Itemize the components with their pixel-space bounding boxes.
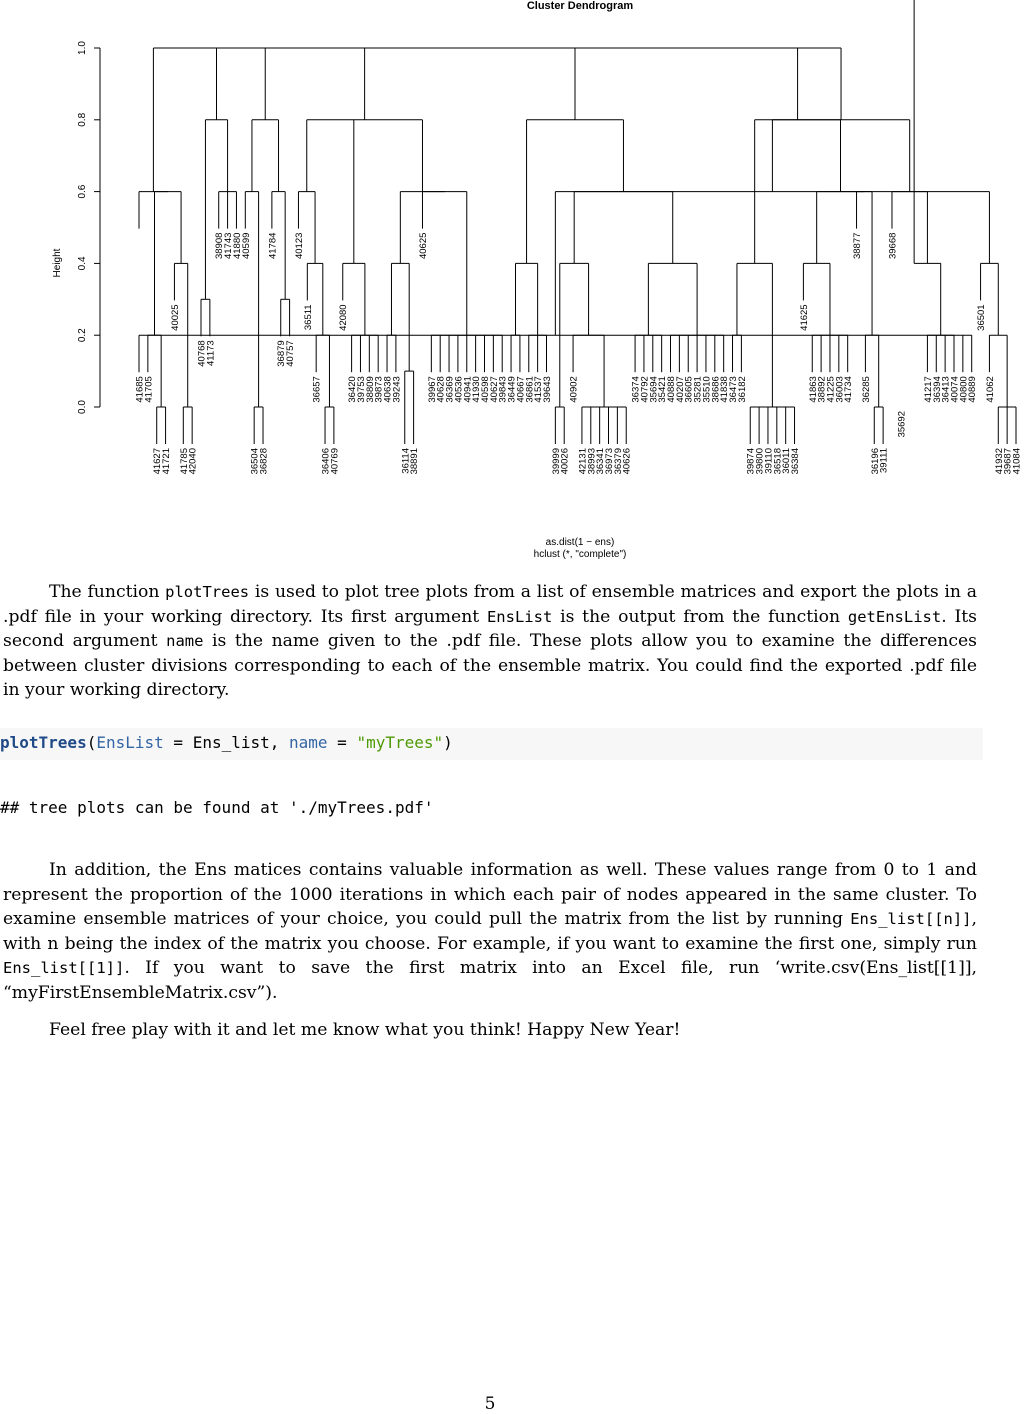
code-plottrees: plotTrees <box>165 583 250 601</box>
leaf-label: 36341 <box>595 448 607 475</box>
page-number: 5 <box>484 1394 496 1414</box>
leaf-label: 40667 <box>515 376 527 403</box>
leaf-label: 40800 <box>958 376 970 403</box>
leaf-label: 36011 <box>781 448 793 474</box>
leaf-label: 36420 <box>347 376 359 403</box>
leaf-label: 41930 <box>471 376 483 403</box>
leaf-label: 36003 <box>834 376 846 403</box>
leaf-label: 41625 <box>798 304 810 331</box>
leaf-label: 36657 <box>311 376 323 403</box>
leaf-label: 36473 <box>728 376 740 403</box>
y-axis <box>77 41 100 414</box>
leaf-label: 36449 <box>506 376 518 403</box>
leaf-label: 41932 <box>993 448 1005 475</box>
leaf-label: 38891 <box>409 448 421 475</box>
leaf-label: 40628 <box>435 376 447 403</box>
leaf-label: 41743 <box>223 232 235 260</box>
leaf-label: 35421 <box>657 376 669 403</box>
leaf-label: 36114 <box>400 448 412 474</box>
leaf-label: 36384 <box>790 448 802 475</box>
paragraph-plottrees: The function plotTrees is used to plot tree plots from a list of ensemble matrices and export the plots in a .pdf file in your working directory. Its first argument EnsList is the output from the function getEnsList. Its second argument name is the name given to the .pdf file. These plots allow you to examine the differences between cluster divisions corresponding to each of the ensemble matrix. You could find the exported .pdf file in your working directory. <box>3 582 977 700</box>
leaf-label: 39753 <box>355 376 367 403</box>
leaf-label: 41705 <box>143 376 155 403</box>
y-tick-label: 0.6 <box>77 184 88 199</box>
leaf-label: 39967 <box>426 376 438 403</box>
leaf-label: 41838 <box>719 376 731 403</box>
leaf-label: 39687 <box>1002 448 1014 475</box>
leaf-label: 42040 <box>187 448 199 475</box>
leaf-label: 40207 <box>674 376 686 403</box>
leaf-label: 40638 <box>382 376 394 403</box>
leaf-label: 38877 <box>852 232 864 260</box>
leaf-label: 36828 <box>258 448 270 475</box>
leaf-label: 41537 <box>533 376 545 403</box>
leaf-label: 38686 <box>710 376 722 403</box>
leaf-label: 41784 <box>267 232 279 260</box>
y-tick-label: 1.0 <box>77 41 88 55</box>
leaf-label: 41734 <box>843 376 855 403</box>
code-enslist: EnsList <box>486 607 553 626</box>
leaf-label: 36394 <box>931 376 943 403</box>
leaf-label: 36879 <box>276 340 288 367</box>
leaf-label: 40123 <box>293 232 305 260</box>
leaf-label: 36379 <box>612 448 624 475</box>
leaf-label: 40889 <box>967 376 979 403</box>
leaf-label: 41627 <box>152 448 164 475</box>
leaf-label: 40598 <box>479 376 491 403</box>
leaf-label: 41863 <box>807 376 819 403</box>
leaf-label: 35510 <box>701 376 713 403</box>
leaf-label: 38993 <box>586 448 598 475</box>
leaf-label: 40792 <box>639 376 651 403</box>
leaf-label: 41062 <box>984 376 996 403</box>
leaf-label: 36501 <box>976 304 988 331</box>
leaf-label: 40757 <box>285 340 297 367</box>
y-tick-label: 0.2 <box>77 328 88 343</box>
y-axis-label: Height <box>52 248 63 278</box>
leaf-label: 35694 <box>648 376 660 403</box>
leaf-label: 36285 <box>860 376 872 403</box>
leaf-label: 36504 <box>249 448 261 475</box>
y-tick-label: 0.8 <box>77 112 88 127</box>
leaf-label: 39243 <box>391 376 403 403</box>
leaf-label: 38892 <box>816 376 828 403</box>
code-enslist-n: Ens_list[[n]] <box>850 910 972 928</box>
leaf-label: 38908 <box>214 232 226 260</box>
leaf-labels <box>135 0 1023 474</box>
code-getenslist: getEnsList <box>847 607 942 626</box>
leaf-label: 36413 <box>940 376 952 403</box>
leaf-label: 40769 <box>329 448 341 475</box>
leaf-label: 40074 <box>949 376 961 403</box>
cluster-dendrogram <box>0 0 1026 570</box>
leaf-label: 41880 <box>231 232 243 260</box>
leaf-label: 41721 <box>161 448 173 475</box>
leaf-label: 36369 <box>444 376 456 403</box>
leaf-label: 36406 <box>320 448 332 475</box>
leaf-label: 38809 <box>364 376 376 403</box>
leaf-label: 36182 <box>736 376 748 403</box>
leaf-label: 40536 <box>453 376 465 403</box>
leaf-label: 40599 <box>240 232 252 260</box>
leaf-label: 39111 <box>878 448 890 474</box>
leaf-label: 39874 <box>745 448 757 475</box>
leaf-label: 40026 <box>559 448 571 475</box>
code-enslist-1: Ens_list[[1]] <box>3 959 125 977</box>
code-name: name <box>166 632 204 650</box>
code-block: plotTrees(EnsList = Ens_list, name = "myTrees") <box>0 728 983 760</box>
leaf-label: 36861 <box>524 376 536 403</box>
leaf-label: 39643 <box>541 376 553 403</box>
leaf-label: 36973 <box>604 448 616 475</box>
leaf-label: 36518 <box>772 448 784 475</box>
leaf-label: 39873 <box>373 376 385 403</box>
paragraph-closing: Feel free play with it and let me know what you think! Happy New Year! <box>49 1020 681 1040</box>
leaf-label: 40941 <box>462 376 474 403</box>
x-axis-label: as.dist(1 − ens) <box>545 537 615 548</box>
chart-title: Cluster Dendrogram <box>526 0 634 12</box>
leaf-label: 39999 <box>550 448 562 475</box>
y-tick-label: 0.4 <box>77 256 88 271</box>
leaf-label: 39110 <box>763 448 775 474</box>
leaf-label: 36605 <box>683 376 695 403</box>
leaf-label: 41785 <box>178 448 190 475</box>
leaf-label: 35692 <box>896 411 908 438</box>
leaf-label: 40627 <box>488 376 500 403</box>
leaf-label: 41084 <box>1011 448 1023 475</box>
code-output: ## tree plots can be found at './myTrees.pdf' <box>0 798 434 817</box>
leaf-label: 41217 <box>922 376 934 403</box>
leaf-label: 41173 <box>205 340 217 367</box>
leaf-label: 36374 <box>630 376 642 403</box>
leaf-label: 39668 <box>887 232 899 260</box>
leaf-label: 42080 <box>338 304 350 331</box>
leaf-label: 40626 <box>621 448 633 475</box>
leaf-label: 39800 <box>754 448 766 475</box>
leaf-label: 40768 <box>196 340 208 367</box>
leaf-label: 40902 <box>568 376 580 403</box>
paragraph-ens-matrices: In addition, the Ens matices contains valuable information as well. These values range from 0 to 1 and represent the proportion of the 1000 iterations in which each pair of nodes appeared in the same cluster. To examine ensemble matrices of your choice, you could pull the matrix from the list by running Ens_list[[n]], with n being the index of the matrix you choose. For example, if you want to examine the first one, simply run Ens_list[[1]]. If you want to save the first matrix into an Excel file, run ‘write.csv(Ens_list[[1]], “myFirstEnsembleMatrix.csv”). <box>3 860 977 1003</box>
leaf-label: 35281 <box>692 376 704 403</box>
y-tick-label: 0.0 <box>77 400 88 414</box>
leaf-label: 42131 <box>577 448 589 475</box>
leaf-label: 36511 <box>302 304 314 331</box>
leaf-label: 39843 <box>497 376 509 403</box>
leaf-label: 40625 <box>417 232 429 260</box>
leaf-label: 41685 <box>134 376 146 403</box>
leaf-label: 36196 <box>869 448 881 475</box>
leaf-label: 41225 <box>825 376 837 403</box>
leaf-label: 40025 <box>169 304 181 331</box>
x-axis-sublabel: hclust (*, "complete") <box>533 549 627 560</box>
leaf-label: 40888 <box>666 376 678 403</box>
